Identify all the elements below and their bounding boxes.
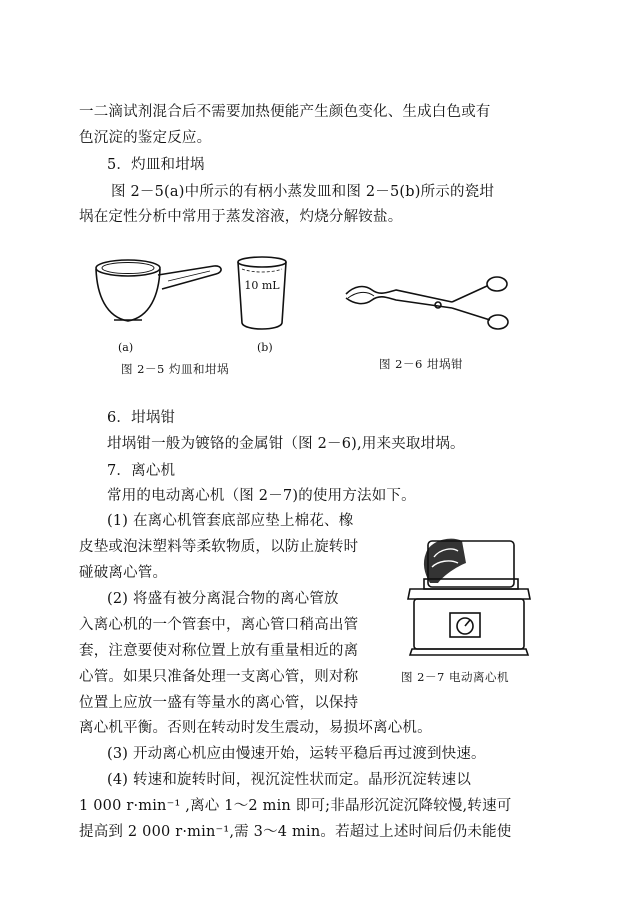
section-6-line-1: 坩埚钳一般为镀铬的金属钳（图 2－6),用来夹取坩埚。	[107, 436, 465, 452]
paragraph-1-line-1: (1) 在离心机管套底部应垫上棉花、橡	[107, 513, 354, 529]
paragraph-2-line-1: (2) 将盛有被分离混合物的离心管放	[107, 591, 339, 607]
figure-2-5-caption: 图 2－5 灼皿和坩埚	[121, 362, 229, 376]
section-6-heading: 6．坩埚钳	[107, 410, 176, 426]
paragraph-2-line-4: 心管。如果只准备处理一支离心管，则对称	[79, 669, 359, 685]
section-5-line-2: 埚在定性分析中常用于蒸发溶液，灼烧分解铵盐。	[79, 209, 403, 225]
intro-line-2: 色沉淀的鉴定反应。	[79, 130, 212, 146]
figure-2-5a-label: (a)	[118, 341, 134, 354]
section-7-line-1: 常用的电动离心机（图 2－7)的使用方法如下。	[107, 488, 416, 504]
paragraph-2-line-5: 位置上应放一盛有等量水的离心管，以保持	[79, 695, 359, 711]
paragraph-3-line-1: (3) 开动离心机应由慢速开始，运转平稳后再过渡到快速。	[107, 746, 486, 762]
intro-line-1: 一二滴试剂混合后不需要加热便能产生颜色变化、生成白色或有	[79, 104, 491, 120]
section-5-heading: 5．灼皿和坩埚	[107, 157, 205, 173]
paragraph-4-line-1: (4) 转速和旋转时间，视沉淀性状而定。晶形沉淀转速以	[107, 772, 472, 788]
paragraph-1-line-3: 碰破离心管。	[79, 565, 168, 581]
paragraph-4-line-3: 提高到 2 000 r·min⁻¹,需 3～4 min。若超过上述时间后仍未能使	[79, 824, 512, 840]
crucible-illustration	[232, 255, 292, 340]
paragraph-2-line-6: 离心机平衡。否则在转动时发生震动，易损坏离心机。	[79, 720, 432, 736]
paragraph-2-line-3: 套，注意要使对称位置上放有重量相近的离	[79, 643, 359, 659]
figure-2-7-caption: 图 2－7 电动离心机	[401, 670, 509, 684]
crucible-tongs-illustration	[342, 272, 512, 342]
section-7-heading: 7．离心机	[107, 463, 176, 479]
beaker-volume-label: 10 mL	[244, 279, 280, 292]
evaporating-dish-illustration	[92, 255, 232, 335]
section-5-line-1: 图 2－5(a)中所示的有柄小蒸发皿和图 2－5(b)所示的瓷坩	[111, 184, 495, 200]
paragraph-1-line-2: 皮垫或泡沫塑料等柔软物质，以防止旋转时	[79, 539, 359, 555]
figure-2-6-caption: 图 2－6 坩埚钳	[379, 357, 463, 371]
paragraph-4-line-2: 1 000 r·min⁻¹ ,离心 1～2 min 即可;非晶形沉淀沉降较慢,转速可	[79, 798, 512, 814]
paragraph-2-line-2: 入离心机的一个管套中，离心管口稍高出管	[79, 617, 359, 633]
figure-2-5b-label: (b)	[257, 341, 273, 354]
centrifuge-illustration	[404, 523, 534, 663]
